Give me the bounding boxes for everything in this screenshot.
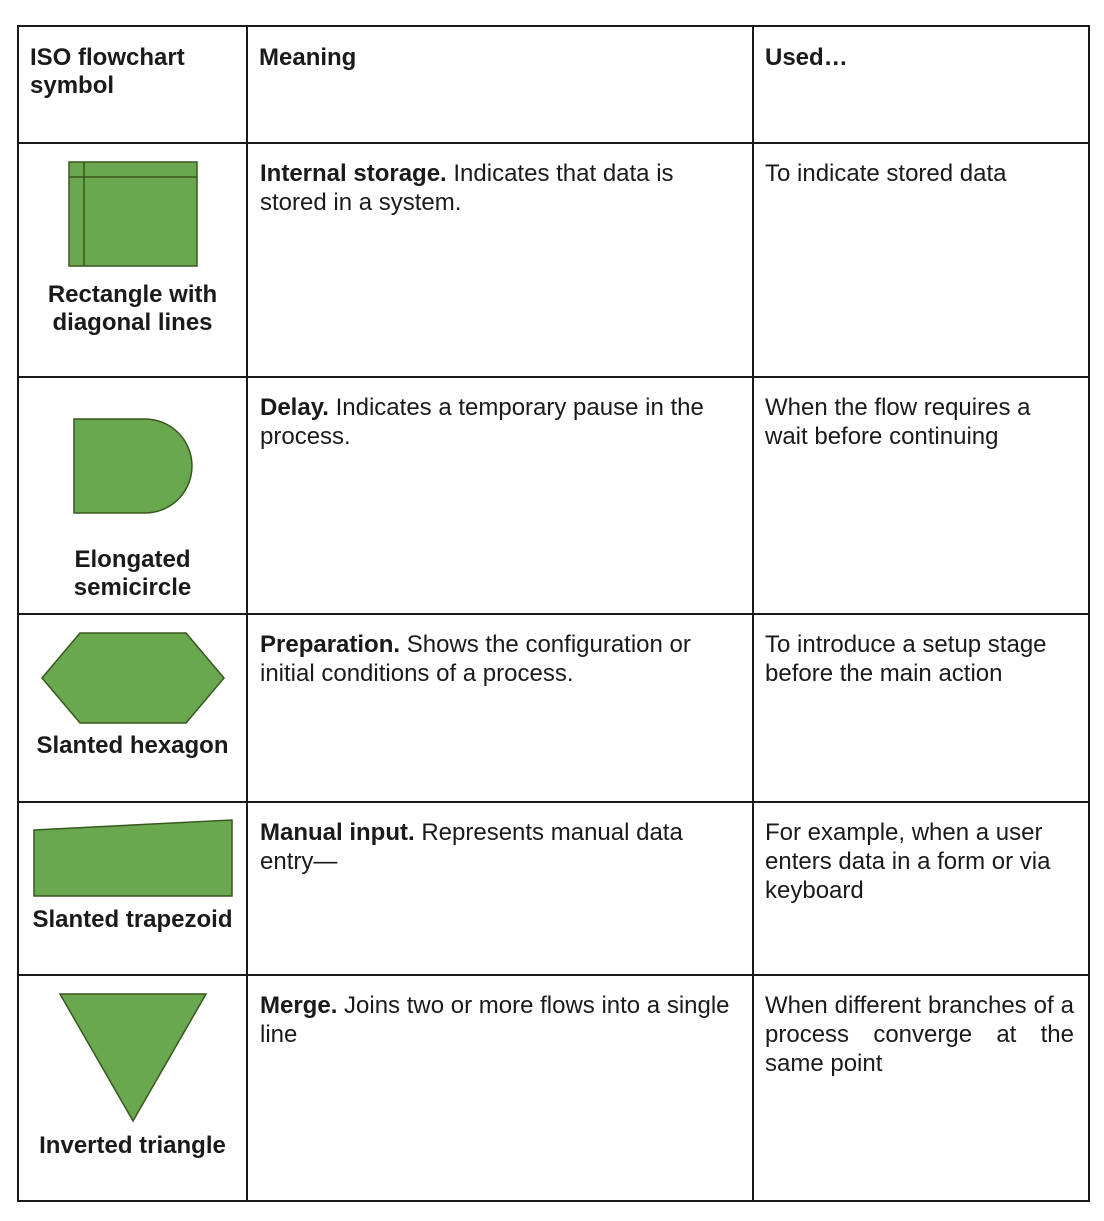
merge-icon [59,993,209,1125]
table-row [18,143,1089,377]
meaning-text: Represents manual data entry— [260,819,683,875]
term-label: Merge. [260,992,338,1019]
manual-input-icon [33,819,235,899]
used-cell: When the flow requires a wait before continuing [753,377,1089,614]
term-label: Manual input. [260,819,415,846]
table-row [18,377,1089,614]
meaning-text: Shows the configuration or initial conditions of a process. [260,631,691,687]
symbol-cell [18,614,247,802]
symbol-caption: Slanted trapezoid [32,906,233,933]
used-cell: For example, when a user enters data in a form or via keyboard [753,802,1089,975]
internal-storage-icon [68,161,200,269]
symbol-cell [18,143,247,377]
term-label: Internal storage. [260,160,447,187]
header-meaning: Meaning [247,26,753,143]
term-label: Preparation. [260,631,401,658]
table-row [18,802,1089,975]
term-label: Delay. [260,394,329,421]
header-symbol: ISO flowchart symbol [18,26,247,143]
meaning-cell [247,802,753,975]
meaning-cell [247,614,753,802]
preparation-icon [41,632,227,726]
meaning-text: Joins two or more flows into a single line [260,992,730,1048]
header-used: Used… [753,26,1089,143]
table-row [18,614,1089,802]
symbol-cell [18,377,247,614]
symbol-caption: Slanted hexagon [36,732,229,759]
used-cell: When different branches of a process converge at the same point [753,975,1089,1201]
meaning-cell [247,143,753,377]
used-cell: To introduce a setup stage before the main action [753,614,1089,802]
symbol-caption: Rectangle with diagonal lines [47,281,218,336]
symbol-caption: Elongated semicircle [73,546,192,601]
iso-symbols-table [17,25,1090,1202]
symbol-caption: Inverted triangle [39,1132,226,1159]
meaning-text: Indicates a temporary pause in the process. [260,394,704,450]
header-row [18,26,1089,143]
symbol-cell [18,975,247,1201]
used-cell: To indicate stored data [753,143,1089,377]
symbol-cell [18,802,247,975]
meaning-cell [247,975,753,1201]
meaning-cell [247,377,753,614]
table-row [18,975,1089,1201]
delay-icon [73,418,197,516]
meaning-text: Indicates that data is stored in a system. [260,160,674,216]
